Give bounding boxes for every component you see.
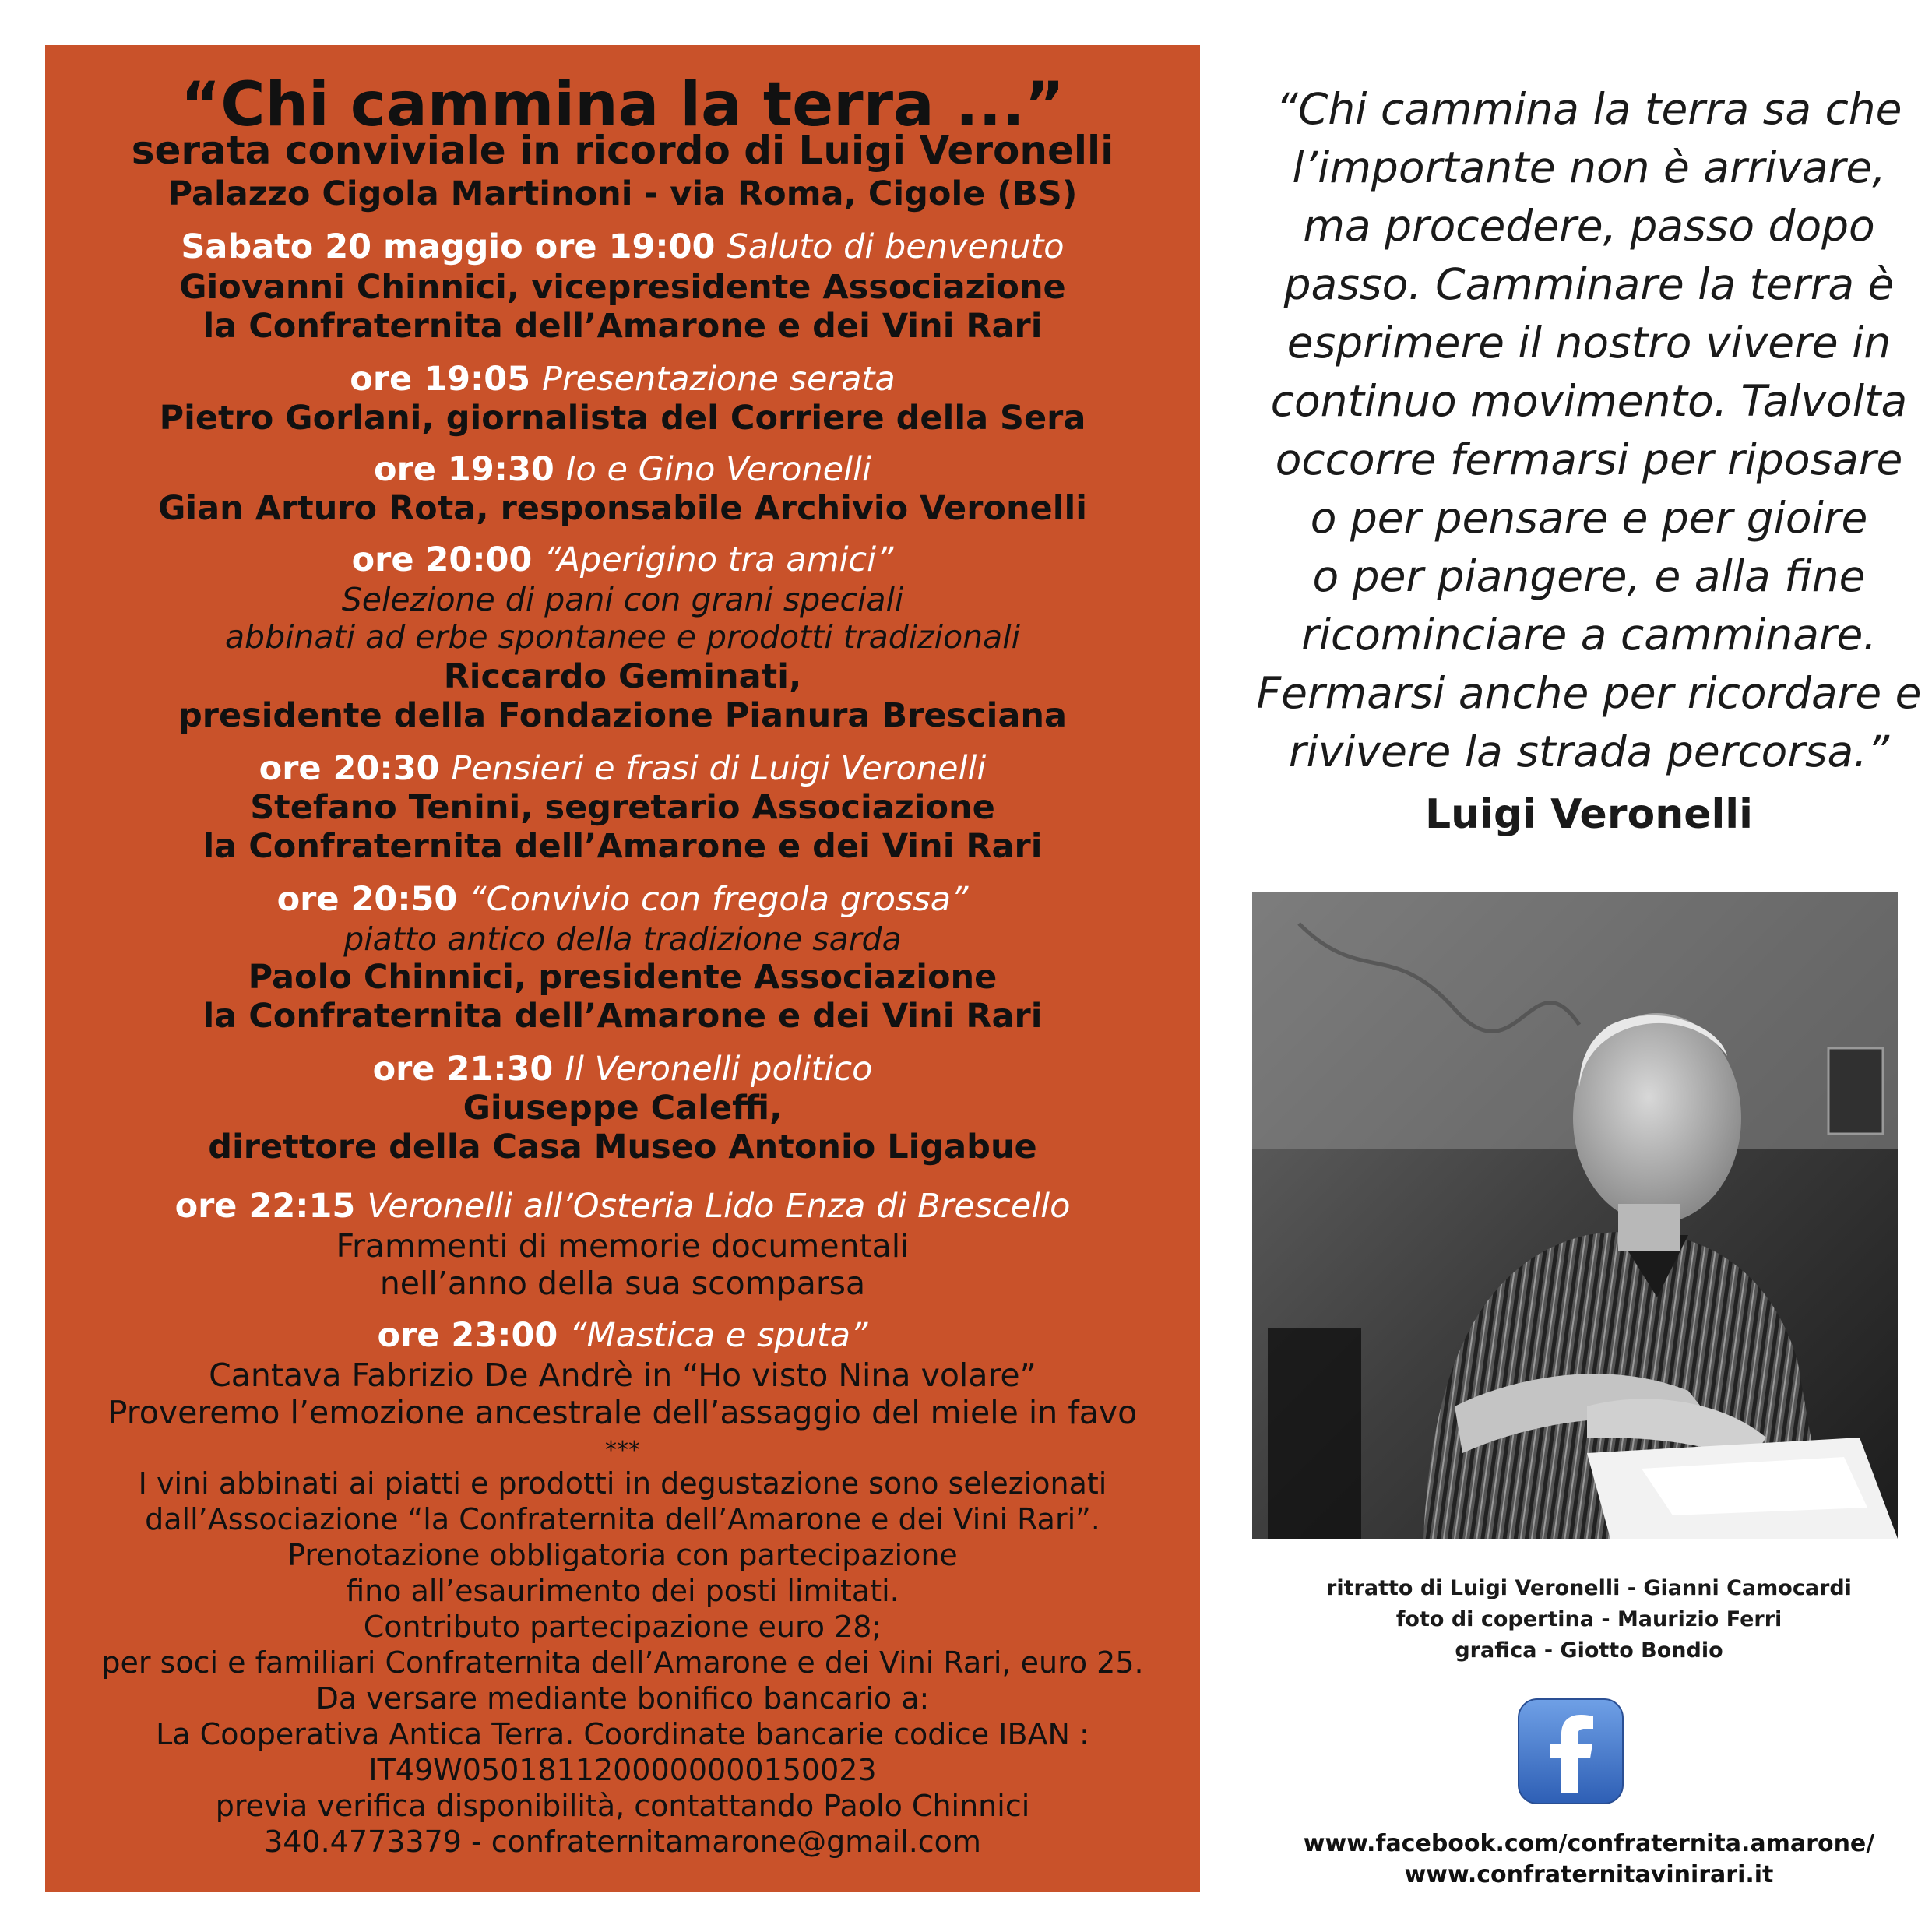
info-line: dall’Associazione “la Confraternita dell’Amarone e dei Vini Rari”. [145, 1502, 1100, 1536]
program-note: Proveremo l’emozione ancestrale dell’assaggio del miele in favo [107, 1394, 1138, 1431]
speaker-line: presidente della Fondazione Pianura Bresciana [178, 696, 1068, 735]
program-title: Presentazione serata [542, 360, 896, 399]
separator: *** [605, 1437, 640, 1464]
program-item-2300 [45, 1316, 1200, 1355]
quote-line: l’importante non è arrivare, [1292, 143, 1886, 192]
quote-line: o per pensare e per gioire [1310, 493, 1868, 543]
program-description: abbinati ad erbe spontanee e prodotti tradizionali [224, 618, 1021, 656]
quote-line: “Chi cammina la terra sa che [1276, 84, 1902, 134]
program-time: Sabato 20 maggio ore 19:00 [181, 227, 716, 266]
program-title: Io e Gino Veronelli [565, 450, 871, 489]
program-time: ore 20:00 [351, 540, 533, 579]
quote-author: Luigi Veronelli [1425, 791, 1753, 838]
venue: Palazzo Cigola Martinoni - via Roma, Cigole (BS) [167, 174, 1078, 213]
program-item-1930 [45, 450, 1200, 489]
program-title: Saluto di benvenuto [727, 227, 1065, 266]
credit-line: foto di copertina - Maurizio Ferri [1395, 1607, 1782, 1631]
program-time: ore 23:00 [377, 1316, 558, 1355]
program-description: piatto antico della tradizione sarda [343, 920, 902, 958]
speaker-line: Gian Arturo Rota, responsabile Archivio Veronelli [158, 489, 1087, 528]
info-line: fino all’esaurimento dei posti limitati. [346, 1574, 899, 1608]
facebook-icon[interactable] [1517, 1698, 1624, 1805]
program-note: nell’anno della sua scomparsa [379, 1265, 866, 1302]
program-item-2030 [45, 749, 1200, 788]
speaker-line: Paolo Chinnici, presidente Associazione [248, 958, 998, 997]
program-note: Cantava Fabrizio De Andrè in “Ho visto Nina volare” [209, 1357, 1036, 1394]
program-title: “Convivio con fregola grossa” [469, 880, 969, 919]
website-link[interactable]: www.confraternitavinirari.it [1404, 1861, 1774, 1888]
facebook-link[interactable]: www.facebook.com/confraternita.amarone/ [1303, 1830, 1875, 1857]
program-time: ore 21:30 [372, 1050, 554, 1089]
iban: IT49W0501811200000000150023 [368, 1753, 877, 1787]
info-line: per soci e familiari Confraternita dell’Amarone e dei Vini Rari, euro 25. [101, 1645, 1144, 1680]
quote-line: ma procedere, passo dopo [1303, 201, 1875, 251]
info-line: Contributo partecipazione euro 28; [363, 1610, 882, 1644]
program-time: ore 19:30 [374, 450, 554, 489]
program-note: Frammenti di memorie documentali [336, 1227, 910, 1265]
quote-line: o per piangere, e alla fine [1312, 551, 1866, 601]
event-program-panel [45, 45, 1200, 1892]
info-line: I vini abbinati ai piatti e prodotti in degustazione sono selezionati [138, 1466, 1107, 1501]
portrait-photo [1252, 892, 1898, 1539]
flyer-subtitle: serata conviviale in ricordo di Luigi Veronelli [131, 128, 1114, 173]
quote-line: continuo movimento. Talvolta [1270, 376, 1908, 426]
quote-line: rivivere la strada percorsa.” [1288, 727, 1890, 776]
program-time: ore 19:05 [350, 360, 531, 399]
speaker-line: Giovanni Chinnici, vicepresidente Associazione [179, 268, 1066, 307]
program-description: Selezione di pani con grani speciali [341, 581, 904, 618]
program-item-2050 [45, 880, 1200, 919]
speaker-line: la Confraternita dell’Amarone e dei Vini Rari [202, 827, 1043, 866]
info-line: previa verifica disponibilità, contattando Paolo Chinnici [215, 1789, 1030, 1823]
speaker-line: Giuseppe Caleffi, [463, 1089, 783, 1128]
quote-line: ricominciare a camminare. [1301, 610, 1877, 660]
info-line: La Cooperativa Antica Terra. Coordinate bancarie codice IBAN : [156, 1717, 1089, 1751]
program-title: “Mastica e sputa” [569, 1316, 868, 1355]
speaker-line: Riccardo Geminati, [443, 657, 802, 696]
speaker-line: la Confraternita dell’Amarone e dei Vini Rari [202, 997, 1043, 1036]
program-title: Veronelli all’Osteria Lido Enza di Brescello [367, 1187, 1071, 1226]
program-item-2000 [45, 540, 1200, 579]
speaker-line: Stefano Tenini, segretario Associazione [250, 788, 995, 827]
quote-line: Fermarsi anche per ricordare e [1256, 668, 1922, 718]
program-time: ore 22:15 [174, 1187, 356, 1226]
credit-line: grafica - Giotto Bondio [1455, 1638, 1723, 1663]
info-line: Prenotazione obbligatoria con partecipazione [287, 1538, 958, 1572]
speaker-line: direttore della Casa Museo Antonio Ligabue [208, 1128, 1037, 1167]
program-time: ore 20:30 [259, 749, 440, 788]
program-title: Pensieri e frasi di Luigi Veronelli [451, 749, 987, 788]
info-line: Da versare mediante bonifico bancario a: [315, 1681, 930, 1716]
speaker-line: la Confraternita dell’Amarone e dei Vini Rari [202, 307, 1043, 346]
program-title: “Aperigino tra amici” [544, 540, 894, 579]
program-item-1905 [45, 360, 1200, 399]
quote-line: esprimere il nostro vivere in [1286, 318, 1892, 368]
quote-line: passo. Camminare la terra è [1283, 259, 1895, 309]
program-time: ore 20:50 [276, 880, 458, 919]
program-item-2215 [45, 1187, 1200, 1226]
program-title: Il Veronelli politico [565, 1050, 873, 1089]
program-item-2130 [45, 1050, 1200, 1089]
program-item-1900 [45, 227, 1200, 266]
flyer-title: “Chi cammina la terra ...” [181, 70, 1065, 140]
quote-line: occorre fermarsi per riposare [1275, 435, 1903, 484]
speaker-line: Pietro Gorlani, giornalista del Corriere della Sera [159, 399, 1086, 438]
contact-line: 340.4773379 - confraternitamarone@gmail.com [264, 1825, 981, 1859]
credit-line: ritratto di Luigi Veronelli - Gianni Camocardi [1326, 1576, 1852, 1600]
